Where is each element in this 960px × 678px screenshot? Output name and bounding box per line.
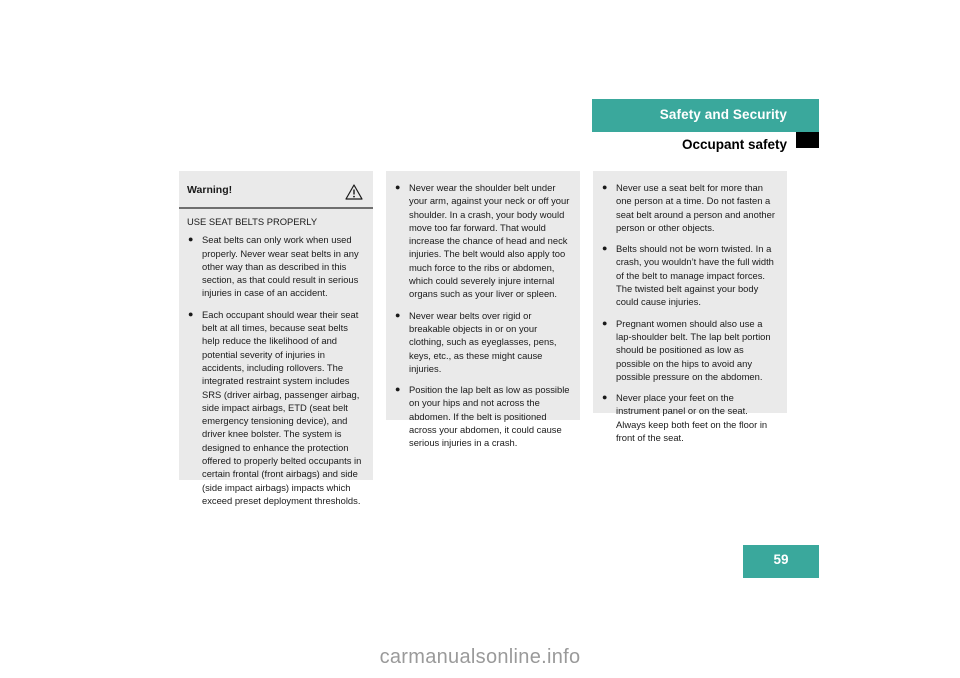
warning-panel-continued-2 <box>593 171 787 444</box>
bullet-icon: ● <box>602 317 608 328</box>
list-item-text: Belts should not be worn twisted. In a crash, you wouldn’t have the full width of the belt to manage impact forces. The twisted belt against your body could cause injuries. <box>616 243 774 308</box>
bullet-icon: ● <box>395 309 401 320</box>
list-item-text: Never wear the shoulder belt under your arm, against your neck or off your shoulder. In a crash, your body would move too far forward. That would increase the chance of head and neck injuries. The belt would also apply too much force to the ribs or abdomen, which could severely injure internal organs such as your liver or spleen. <box>409 182 570 300</box>
warning-title: Warning! <box>187 184 233 196</box>
list-item-text: Seat belts can only work when used properly. Never wear seat belts in any other way than as described in this section, as that could result in serious injuries in case of an accident. <box>202 234 359 299</box>
warning-triangle-icon <box>345 184 363 200</box>
bullet-icon: ● <box>188 308 194 319</box>
header-marker <box>796 132 819 148</box>
list-item <box>601 181 779 234</box>
list-item <box>187 308 363 507</box>
list-item <box>394 309 572 375</box>
bullet-icon: ● <box>602 243 608 254</box>
bullet-icon: ● <box>188 234 194 245</box>
warning-panel-continued <box>386 171 580 449</box>
list-item <box>394 383 572 449</box>
bullet-icon: ● <box>602 392 608 403</box>
bullet-icon: ● <box>602 182 608 192</box>
list-item <box>601 317 779 383</box>
warning-header <box>179 171 373 209</box>
bullet-icon: ● <box>395 182 401 192</box>
list-item-text: Never place your feet on the instrument panel or on the seat. Always keep both feet on the floor in front of the seat. <box>616 392 768 444</box>
warning-bullet-list <box>179 228 373 507</box>
bullet-list <box>593 171 787 444</box>
list-item <box>601 242 779 308</box>
list-item-text: Never use a seat belt for more than one person at a time. Do not fasten a seat belt around a person and another person or other objects. <box>616 182 775 233</box>
list-item-text: Position the lap belt as low as possible on your hips and not across the abdomen. If the belt is positioned across your abdomen, it could cause serious injuries in a crash. <box>409 384 570 449</box>
page-number-box <box>743 545 819 578</box>
warning-panel <box>179 171 373 506</box>
list-item <box>187 233 363 299</box>
list-item-text: Pregnant women should also use a lap-shoulder belt. The lap belt portion should be positioned as low as possible on the hips to avoid any possible pressure on the abdomen. <box>616 317 771 382</box>
section-subtitle: Occupant safety <box>681 137 787 152</box>
list-item <box>601 391 779 444</box>
list-item <box>394 181 572 301</box>
section-header-band <box>592 99 819 132</box>
warning-heading: USE SEAT BELTS PROPERLY <box>187 216 318 227</box>
list-item-text: Each occupant should wear their seat belt at all times, because seat belts help reduce the likelihood of and potential severity of injuries in accidents, including rollovers. The integrated restraint system includes SRS (driver airbag, passenger airbag, side impact airbags, ETD (seat belt emergency tensioning device), and driver knee bolster. The system is designed to enhance the protection offered to properly belted occupants in certain frontal (front airbags) and side (side impact airbags) impacts which exceed preset deployment thresholds. <box>202 308 362 506</box>
page-number: 59 <box>773 552 789 567</box>
footer-watermark: carmanualsonline.info <box>379 646 581 668</box>
section-title: Safety and Security <box>659 107 787 122</box>
bullet-icon: ● <box>395 384 401 395</box>
bullet-list <box>386 171 580 450</box>
list-item-text: Never wear belts over rigid or breakable objects in or on your clothing, such as eyeglasses, pens, keys, etc., as these might cause injuries. <box>409 309 557 374</box>
